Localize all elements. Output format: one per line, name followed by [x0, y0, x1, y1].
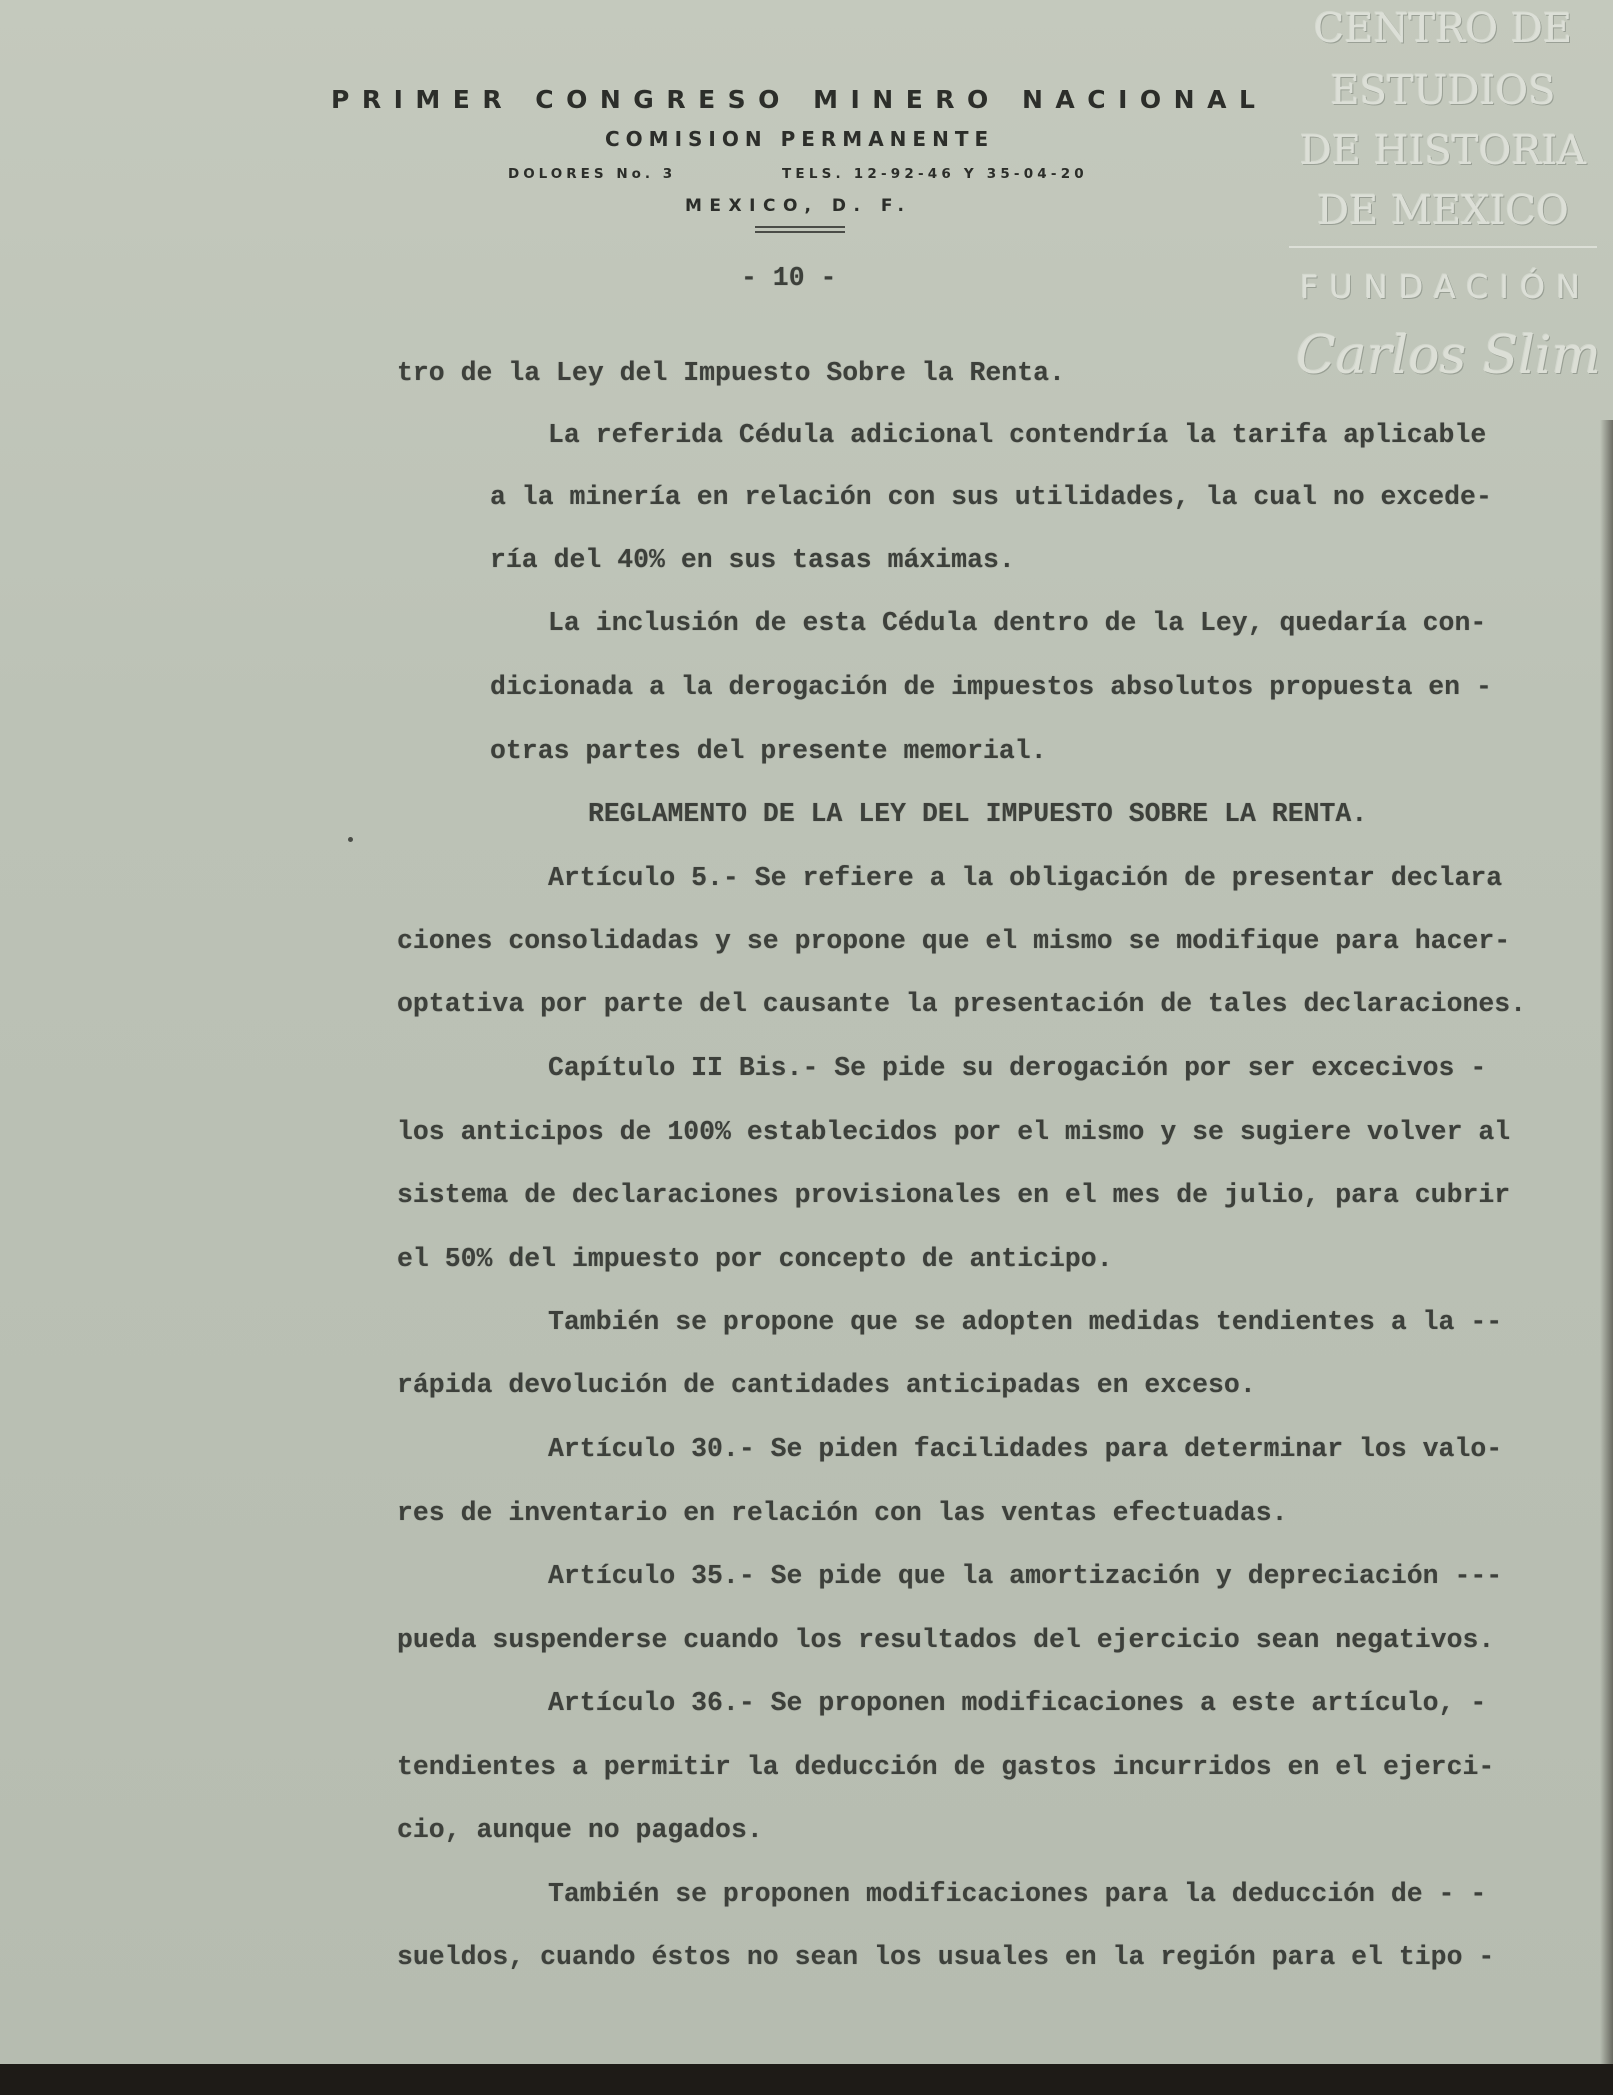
- body-line: optativa por parte del causante la presentación de tales declaraciones.: [397, 989, 1527, 1019]
- city-underline: [755, 231, 845, 233]
- body-line: sistema de declaraciones provisionales en el mes de julio, para cubrir: [397, 1180, 1511, 1210]
- scan-edge-bottom: [0, 2064, 1613, 2095]
- city-underline: [755, 226, 845, 228]
- body-line: a la minería en relación con sus utilidades, la cual no excede-: [490, 482, 1492, 512]
- watermark-line: ESTUDIOS: [1330, 68, 1556, 114]
- body-line: ría del 40% en sus tasas máximas.: [490, 545, 1015, 575]
- page-number: - 10 -: [741, 263, 837, 293]
- body-line: Artículo 35.- Se pide que la amortización y depreciación ---: [548, 1561, 1503, 1591]
- body-line: el 50% del impuesto por concepto de anticipo.: [397, 1244, 1113, 1274]
- letterhead-organization: PRIMER CONGRESO MINERO NACIONAL: [331, 85, 1268, 114]
- letterhead-committee: COMISION PERMANENTE: [605, 127, 995, 151]
- body-line: También se proponen modificaciones para la deducción de - -: [548, 1879, 1487, 1909]
- watermark-divider: [1289, 246, 1597, 248]
- body-line: ciones consolidadas y se propone que el mismo se modifique para hacer-: [397, 926, 1511, 956]
- letterhead-address: DOLORES No. 3: [508, 166, 677, 182]
- body-line: dicionada a la derogación de impuestos absolutos propuesta en -: [490, 672, 1492, 702]
- body-line: Capítulo II Bis.- Se pide su derogación por ser excecivos -: [548, 1053, 1487, 1083]
- watermark-signature: Carlos Slim: [1296, 326, 1601, 386]
- body-line: Artículo 5.- Se refiere a la obligación de presentar declara: [548, 863, 1503, 893]
- letterhead-city: MEXICO, D. F.: [685, 196, 912, 216]
- body-line: los anticipos de 100% establecidos por el mismo y se sugiere volver al: [397, 1117, 1511, 1147]
- body-line: cio, aunque no pagados.: [397, 1815, 763, 1845]
- letterhead-phones: TELS. 12-92-46 Y 35-04-20: [782, 166, 1088, 182]
- watermark-foundation: FUNDACIÓN: [1300, 268, 1592, 306]
- watermark-line: CENTRO DE: [1313, 6, 1573, 52]
- body-line: otras partes del presente memorial.: [490, 736, 1047, 766]
- body-line: res de inventario en relación con las ventas efectuadas.: [397, 1498, 1288, 1528]
- body-line: sueldos, cuando éstos no sean los usuales en la región para el tipo -: [397, 1942, 1495, 1972]
- section-heading: REGLAMENTO DE LA LEY DEL IMPUESTO SOBRE LA RENTA.: [588, 799, 1368, 829]
- body-line: También se propone que se adopten medidas tendientes a la --: [548, 1307, 1503, 1337]
- watermark-line: DE MEXICO: [1317, 188, 1569, 234]
- body-line: tendientes a permitir la deducción de gastos incurridos en el ejerci-: [397, 1752, 1495, 1782]
- body-line: rápida devolución de cantidades anticipadas en exceso.: [397, 1370, 1256, 1400]
- body-line: pueda suspenderse cuando los resultados del ejercicio sean negativos.: [397, 1625, 1495, 1655]
- body-line: La referida Cédula adicional contendría la tarifa aplicable: [548, 420, 1487, 450]
- watermark-line: DE HISTORIA: [1299, 128, 1587, 174]
- ink-speck: [348, 837, 353, 842]
- body-line: La inclusión de esta Cédula dentro de la Ley, quedaría con-: [548, 608, 1487, 638]
- scan-edge-right: [1600, 420, 1613, 2064]
- body-line: Artículo 36.- Se proponen modificaciones a este artículo, -: [548, 1688, 1487, 1718]
- body-line: Artículo 30.- Se piden facilidades para determinar los valo-: [548, 1434, 1503, 1464]
- body-line: tro de la Ley del Impuesto Sobre la Renta.: [397, 358, 1065, 388]
